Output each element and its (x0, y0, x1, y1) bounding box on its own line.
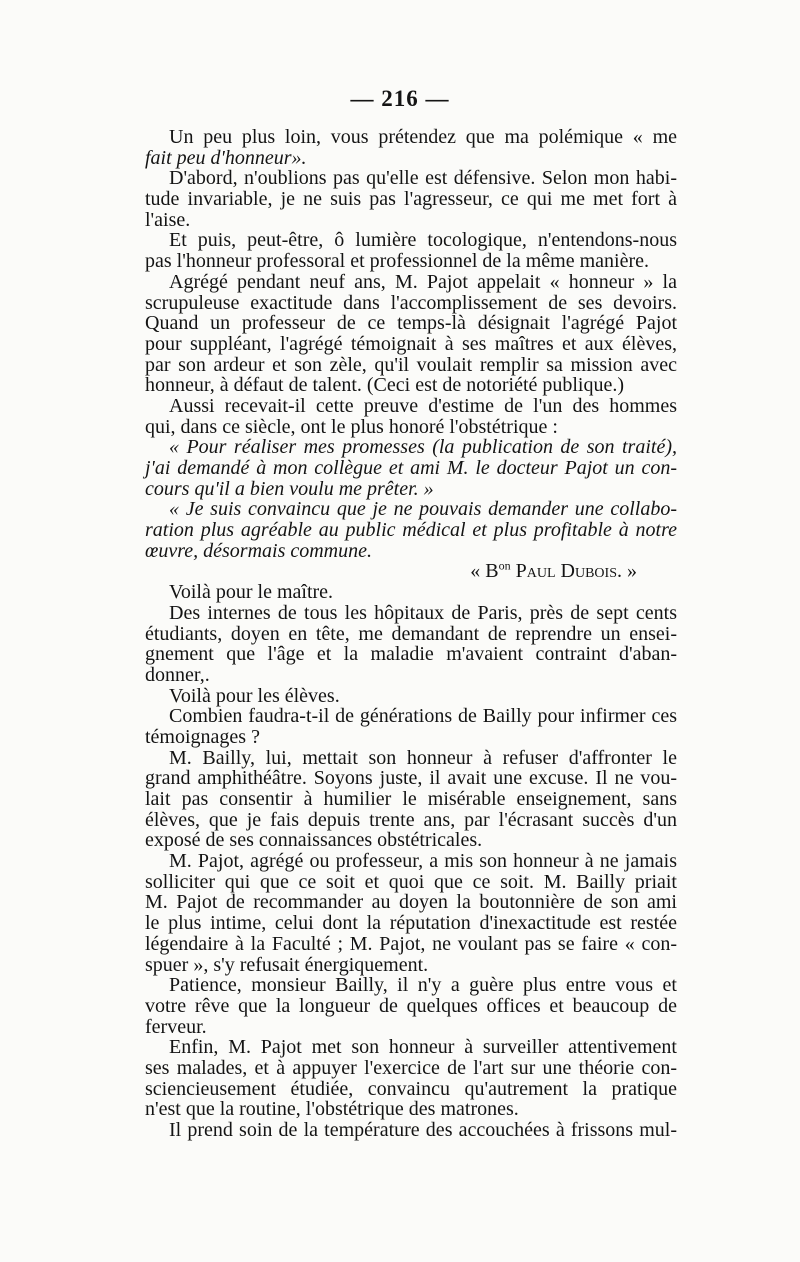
text-line: Aussi recevait-il cette preuve d'estime de l'un des hommes (169, 394, 677, 417)
paragraph (145, 272, 677, 396)
paragraph (145, 558, 677, 583)
paragraph (145, 396, 677, 437)
text-line: Combien faudra-t-il de générations de Bailly pour infirmer ces (169, 705, 677, 728)
paragraph (145, 603, 677, 686)
text-line: gnement que l'âge et la maladie m'avaient contraint d'aban- (145, 643, 677, 666)
paragraph (145, 437, 677, 499)
text-line: solliciter qui que ce soit et quoi que ce soit. M. Bailly priait (145, 870, 677, 893)
text-line: Il prend soin de la température des accouchées à frissons mul- (169, 1119, 677, 1141)
text-line: étudiants, doyen en tête, me demandant de reprendre un ensei- (145, 622, 677, 645)
text-line: M. Pajot, agrégé ou professeur, a mis son honneur à ne jamais (169, 850, 677, 873)
text-line: l'aise. (145, 208, 191, 231)
text-line: œuvre, désormais commune. (145, 539, 373, 562)
text-line: ration plus agréable au public médical et plus profitable à notre (145, 519, 677, 542)
text-line: lait pas consentir à humilier le misérable enseignement, sans (145, 788, 677, 810)
text-line: Patience, monsieur Bailly, il n'y a guère plus entre vous et (169, 974, 677, 997)
text-line: légendaire à la Faculté ; M. Pajot, ne voulant pas se faire « con- (145, 932, 677, 955)
text-line: Un peu plus loin, vous prétendez que ma polémique « me (169, 126, 677, 148)
text-line: pour suppléant, l'agrégé témoignait à ses maîtres et aux élèves, (145, 332, 677, 355)
text-line: témoignages ? (145, 725, 260, 748)
text-line: Enfin, M. Pajot met son honneur à surveiller attentivement (169, 1036, 677, 1059)
paragraph (145, 686, 677, 707)
paragraph (145, 1037, 677, 1120)
text-line: n'est que la routine, l'obstétrique des matrones. (145, 1098, 519, 1121)
paragraph (145, 230, 677, 271)
text-line: cours qu'il a bien voulu me prêter. » (145, 477, 434, 500)
text-line: exposé de ses connaissances obstétricales. (145, 829, 483, 852)
paragraph (145, 168, 677, 230)
text-line: honneur, à défaut de talent. (Ceci est de notoriété publique.) (145, 374, 625, 397)
paragraph (145, 706, 677, 747)
text-line: « Je suis convaincu que je ne pouvais demander une collabo- (169, 498, 677, 521)
text-line: sciencieusement étudiée, convaincu qu'autrement la pratique (145, 1077, 677, 1100)
text-line: grand amphithéâtre. Soyons juste, il avait une excuse. Il ne vou- (145, 767, 677, 790)
text-line: D'abord, n'oublions pas qu'elle est défensive. Selon mon habi- (169, 167, 677, 190)
text-line: M. Bailly, lui, mettait son honneur à refuser d'affronter le (169, 746, 677, 769)
text-line: scrupuleuse exactitude dans l'accomplissement de ses devoirs. (145, 291, 677, 314)
text-line: Et puis, peut-être, ô lumière tocologique, n'entendons-nous (169, 229, 677, 252)
text-line: le plus intime, celui dont la réputation d'inexactitude est restée (145, 912, 677, 935)
text-line: Voilà pour les élèves. (169, 684, 340, 707)
text-line: « Pour réaliser mes promesses (la publication de son traité), (169, 436, 677, 459)
text-line: donner,. (145, 663, 210, 686)
paragraph (145, 748, 677, 851)
text-line: j'ai demandé à mon collègue et ami M. le docteur Pajot un con- (145, 457, 677, 479)
signature-line: « $B^{on}$ Paul Dubois. » (470, 558, 637, 583)
text-line: ferveur. (145, 1015, 207, 1038)
text-line: ses malades, et à appuyer l'exercice de l'art sur une théorie con- (145, 1056, 677, 1079)
page-number: — 216 — (350, 86, 450, 111)
text-line: M. Pajot de recommander au doyen la boutonnière de son ami (145, 891, 677, 914)
text-line: tude invariable, je ne suis pas l'agresseur, ce qui me met fort à (145, 188, 677, 211)
paragraph (145, 1120, 677, 1141)
text-line: Agrégé pendant neuf ans, M. Pajot appelait « honneur » la (169, 270, 677, 293)
text-line: Quand un professeur de ce temps-là désignait l'agrégé Pajot (145, 312, 677, 335)
text-line: spuer », s'y refusait énergiquement. (145, 953, 429, 976)
paragraph (145, 127, 677, 168)
text-line: Des internes de tous les hôpitaux de Paris, près de sept cents (169, 601, 677, 624)
text-line: fait peu d'honneur». (145, 146, 307, 169)
text-line: élèves, que je fais depuis trente ans, par l'écrasant succès d'un (145, 808, 677, 831)
text-line: Voilà pour le maître. (169, 581, 334, 604)
page-body-text (145, 127, 677, 1141)
paragraph (145, 975, 677, 1037)
paragraph (145, 851, 677, 975)
paragraph (145, 582, 677, 603)
text-line: votre rêve que la longueur de quelques offices et beaucoup de (145, 994, 677, 1017)
text-line: qui, dans ce siècle, ont le plus honoré l'obstétrique : (145, 415, 558, 438)
text-line: par son ardeur et son zèle, qu'il voulait remplir sa mission avec (145, 353, 677, 376)
text-line: pas l'honneur professoral et professionnel de la même manière. (145, 250, 649, 273)
paragraph (145, 499, 677, 561)
